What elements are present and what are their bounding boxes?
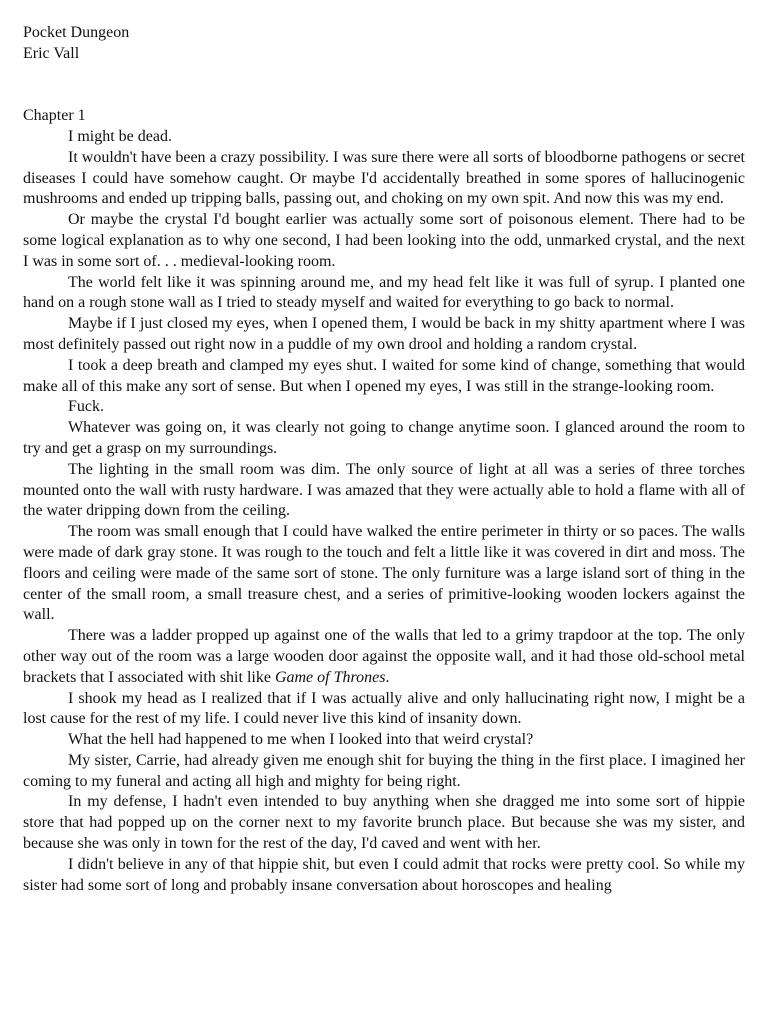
book-title: Pocket Dungeon [23,24,130,41]
header-spacer [23,65,745,107]
paragraph: I might be dead. [68,127,172,145]
paragraph: Maybe if I just closed my eyes, when I opened them, I would be back in my shitty apartment where I was most definitely passed out right now in a puddle of my own drool and holding a random crystal. [23,315,745,353]
paragraph: Or maybe the crystal I'd bought earlier was actually some sort of poisonous element. There had to be some logical explanation as to why one second, I had been looking into the odd, unmarked crystal, and the next I was in some sort of. . . medieval-looking room. [23,211,745,270]
paragraph: Whatever was going on, it was clearly not going to change anytime soon. I glanced around the room to try and get a grasp on my surroundings. [23,419,745,457]
paragraph: In my defense, I hadn't even intended to buy anything when she dragged me into some sort of hippie store that had popped up on the corner next to my favorite brunch place. But because she was my sister, and because she was only in town for the rest of the day, I'd caved and went with her. [23,793,745,853]
paragraph [23,626,745,688]
paragraph: What the hell had happened to me when I looked into that weird crystal? [68,731,534,749]
paragraph-text: There was a ladder propped up against one of the walls that led to a grimy trapdoor at the top. The only other way out of the room was a large wooden door against the opposite wall, and it had those old-school metal brackets that I associated with shit like [23,627,745,686]
book-author: Eric Vall [23,44,80,62]
paragraph: The lighting in the small room was dim. The only source of light at all was a series of three torches mounted onto the wall with rusty hardware. I was amazed that they were actually able to hold a flame with all of the water dripping down from the ceiling. [23,460,745,520]
paragraph: I didn't believe in any of that hippie shit, but even I could admit that rocks were pretty cool. So while my sister had some sort of long and probably insane conversation about horoscopes and healing [23,855,745,894]
paragraph: It wouldn't have been a crazy possibility. I was sure there were all sorts of bloodborne pathogens or secret diseases I could have somehow caught. Or maybe I'd accidentally breathed in some spores of hallucinogenic mushrooms and ended up tripping balls, passing out, and choking on my own spit. And now this was my end. [23,148,745,208]
paragraph: I took a deep breath and clamped my eyes shut. I waited for some kind of change, something that would make all of this make any sort of sense. But when I opened my eyes, I was still in the strange-looking room. [23,356,745,395]
paragraph: The room was small enough that I could have walked the entire perimeter in thirty or so paces. The walls were made of dark gray stone. It was rough to the touch and felt a little like it was covered in dirt and moss. The floors and ceiling were made of the same sort of stone. The only furniture was a large island sort of thing in the center of the small room, a small treasure chest, and a series of primitive-looking wooden lockers against the wall. [23,523,745,624]
document-page [23,23,745,896]
italic-title: Game of Thrones [274,668,386,686]
paragraph: Fuck. [68,398,104,416]
paragraph: My sister, Carrie, had already given me enough shit for buying the thing in the first place. I imagined her coming to my funeral and acting all high and mighty for being right. [23,751,745,790]
chapter-heading: Chapter 1 [23,107,86,125]
paragraph: The world felt like it was spinning around me, and my head felt like it was full of syrup. I planted one hand on a rough stone wall as I tried to steady myself and waited for everything to go back to normal. [23,273,745,312]
paragraph: I shook my head as I realized that if I was actually alive and only hallucinating right now, I might be a lost cause for the rest of my life. I could never live this kind of insanity down. [23,689,745,728]
paragraph-text-end: . [385,668,390,686]
